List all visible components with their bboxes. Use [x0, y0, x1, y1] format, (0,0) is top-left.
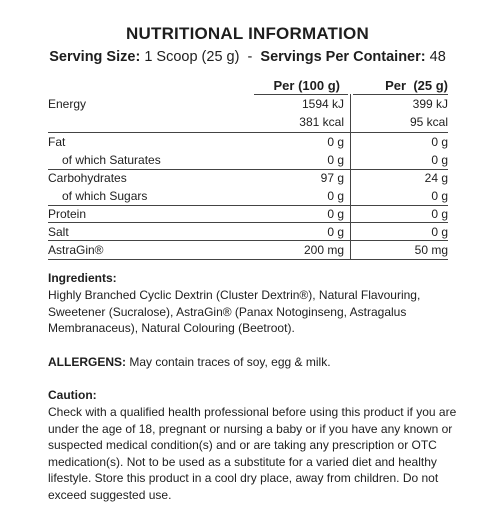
row-label: Fat [48, 135, 66, 149]
serving-info [0, 49, 495, 65]
row-label: Protein [48, 207, 87, 221]
allergens-text: May contain traces of soy, egg & milk. [129, 355, 331, 369]
allergens-statement [48, 355, 331, 369]
table-row [48, 169, 448, 187]
value-per-100g: 0 g [327, 225, 344, 239]
servings-per-container-value: 48 [429, 49, 446, 65]
value-per-100g: 97 g [320, 171, 344, 185]
table-row [48, 113, 448, 131]
value-per-25g: 0 g [431, 189, 448, 203]
table-row [48, 187, 448, 205]
table-row [48, 205, 448, 223]
caution-text: Check with a qualified health professional before using this product if you are under the age of 18, pregnant or nursing a baby or if you have any known or suspected medical condition(s) and or are taking any prescription or OTC medication(s). Not to be used as a substitute for a varied diet and healthy lifestyle. Store this product in a cool dry place, away from children. Do not exceed suggested use. [48, 405, 457, 502]
table-row [48, 151, 448, 169]
value-per-25g: 0 g [431, 207, 448, 221]
value-per-25g: 0 g [431, 225, 448, 239]
servings-per-container-label: Servings Per Container: [260, 49, 426, 65]
table-row [48, 133, 448, 151]
row-label: AstraGin® [48, 243, 104, 257]
value-per-25g: 399 kJ [412, 97, 448, 111]
value-per-25g: 0 g [431, 135, 448, 149]
row-label: of which Saturates [62, 153, 161, 167]
row-label: Energy [48, 97, 87, 111]
value-per-100g: 0 g [327, 189, 344, 203]
table-row [48, 241, 448, 259]
row-label: of which Sugars [62, 189, 148, 203]
column-header-per-25g: Per (25 g) [385, 78, 448, 93]
row-label: Salt [48, 225, 69, 239]
value-per-100g: 381 kcal [299, 115, 344, 129]
value-per-100g: 1594 kJ [301, 97, 344, 111]
value-per-100g: 0 g [327, 207, 344, 221]
value-per-25g: 0 g [431, 153, 448, 167]
table-bottom-rule [48, 259, 448, 260]
value-per-25g: 50 mg [414, 243, 448, 257]
serving-size-label: Serving Size: [49, 49, 141, 65]
column-header-per-100g: Per (100 g) [273, 78, 340, 93]
page-title: NUTRITIONAL INFORMATION [126, 24, 369, 43]
table-row [48, 223, 448, 241]
ingredients-heading: Ingredients: [48, 271, 117, 285]
value-per-100g: 0 g [327, 135, 344, 149]
caution-heading: Caution: [48, 388, 97, 402]
allergens-label: ALLERGENS: [48, 355, 126, 369]
value-per-25g: 24 g [424, 171, 448, 185]
value-per-100g: 200 mg [303, 243, 344, 257]
ingredients-text: Highly Branched Cyclic Dextrin (Cluster Dextrin®), Natural Flavouring, Sweetener (Sucralose), AstraGin® (Panax Notoginseng, Astragalus Membranaceus), Natural Colouring (Beetroot). [48, 288, 421, 335]
row-label: Carbohydrates [48, 171, 127, 185]
serving-separator: - [247, 49, 253, 65]
serving-size-value: 1 Scoop (25 g) [144, 49, 240, 65]
value-per-100g: 0 g [327, 153, 344, 167]
table-row [48, 95, 448, 113]
value-per-25g: 95 kcal [409, 115, 448, 129]
